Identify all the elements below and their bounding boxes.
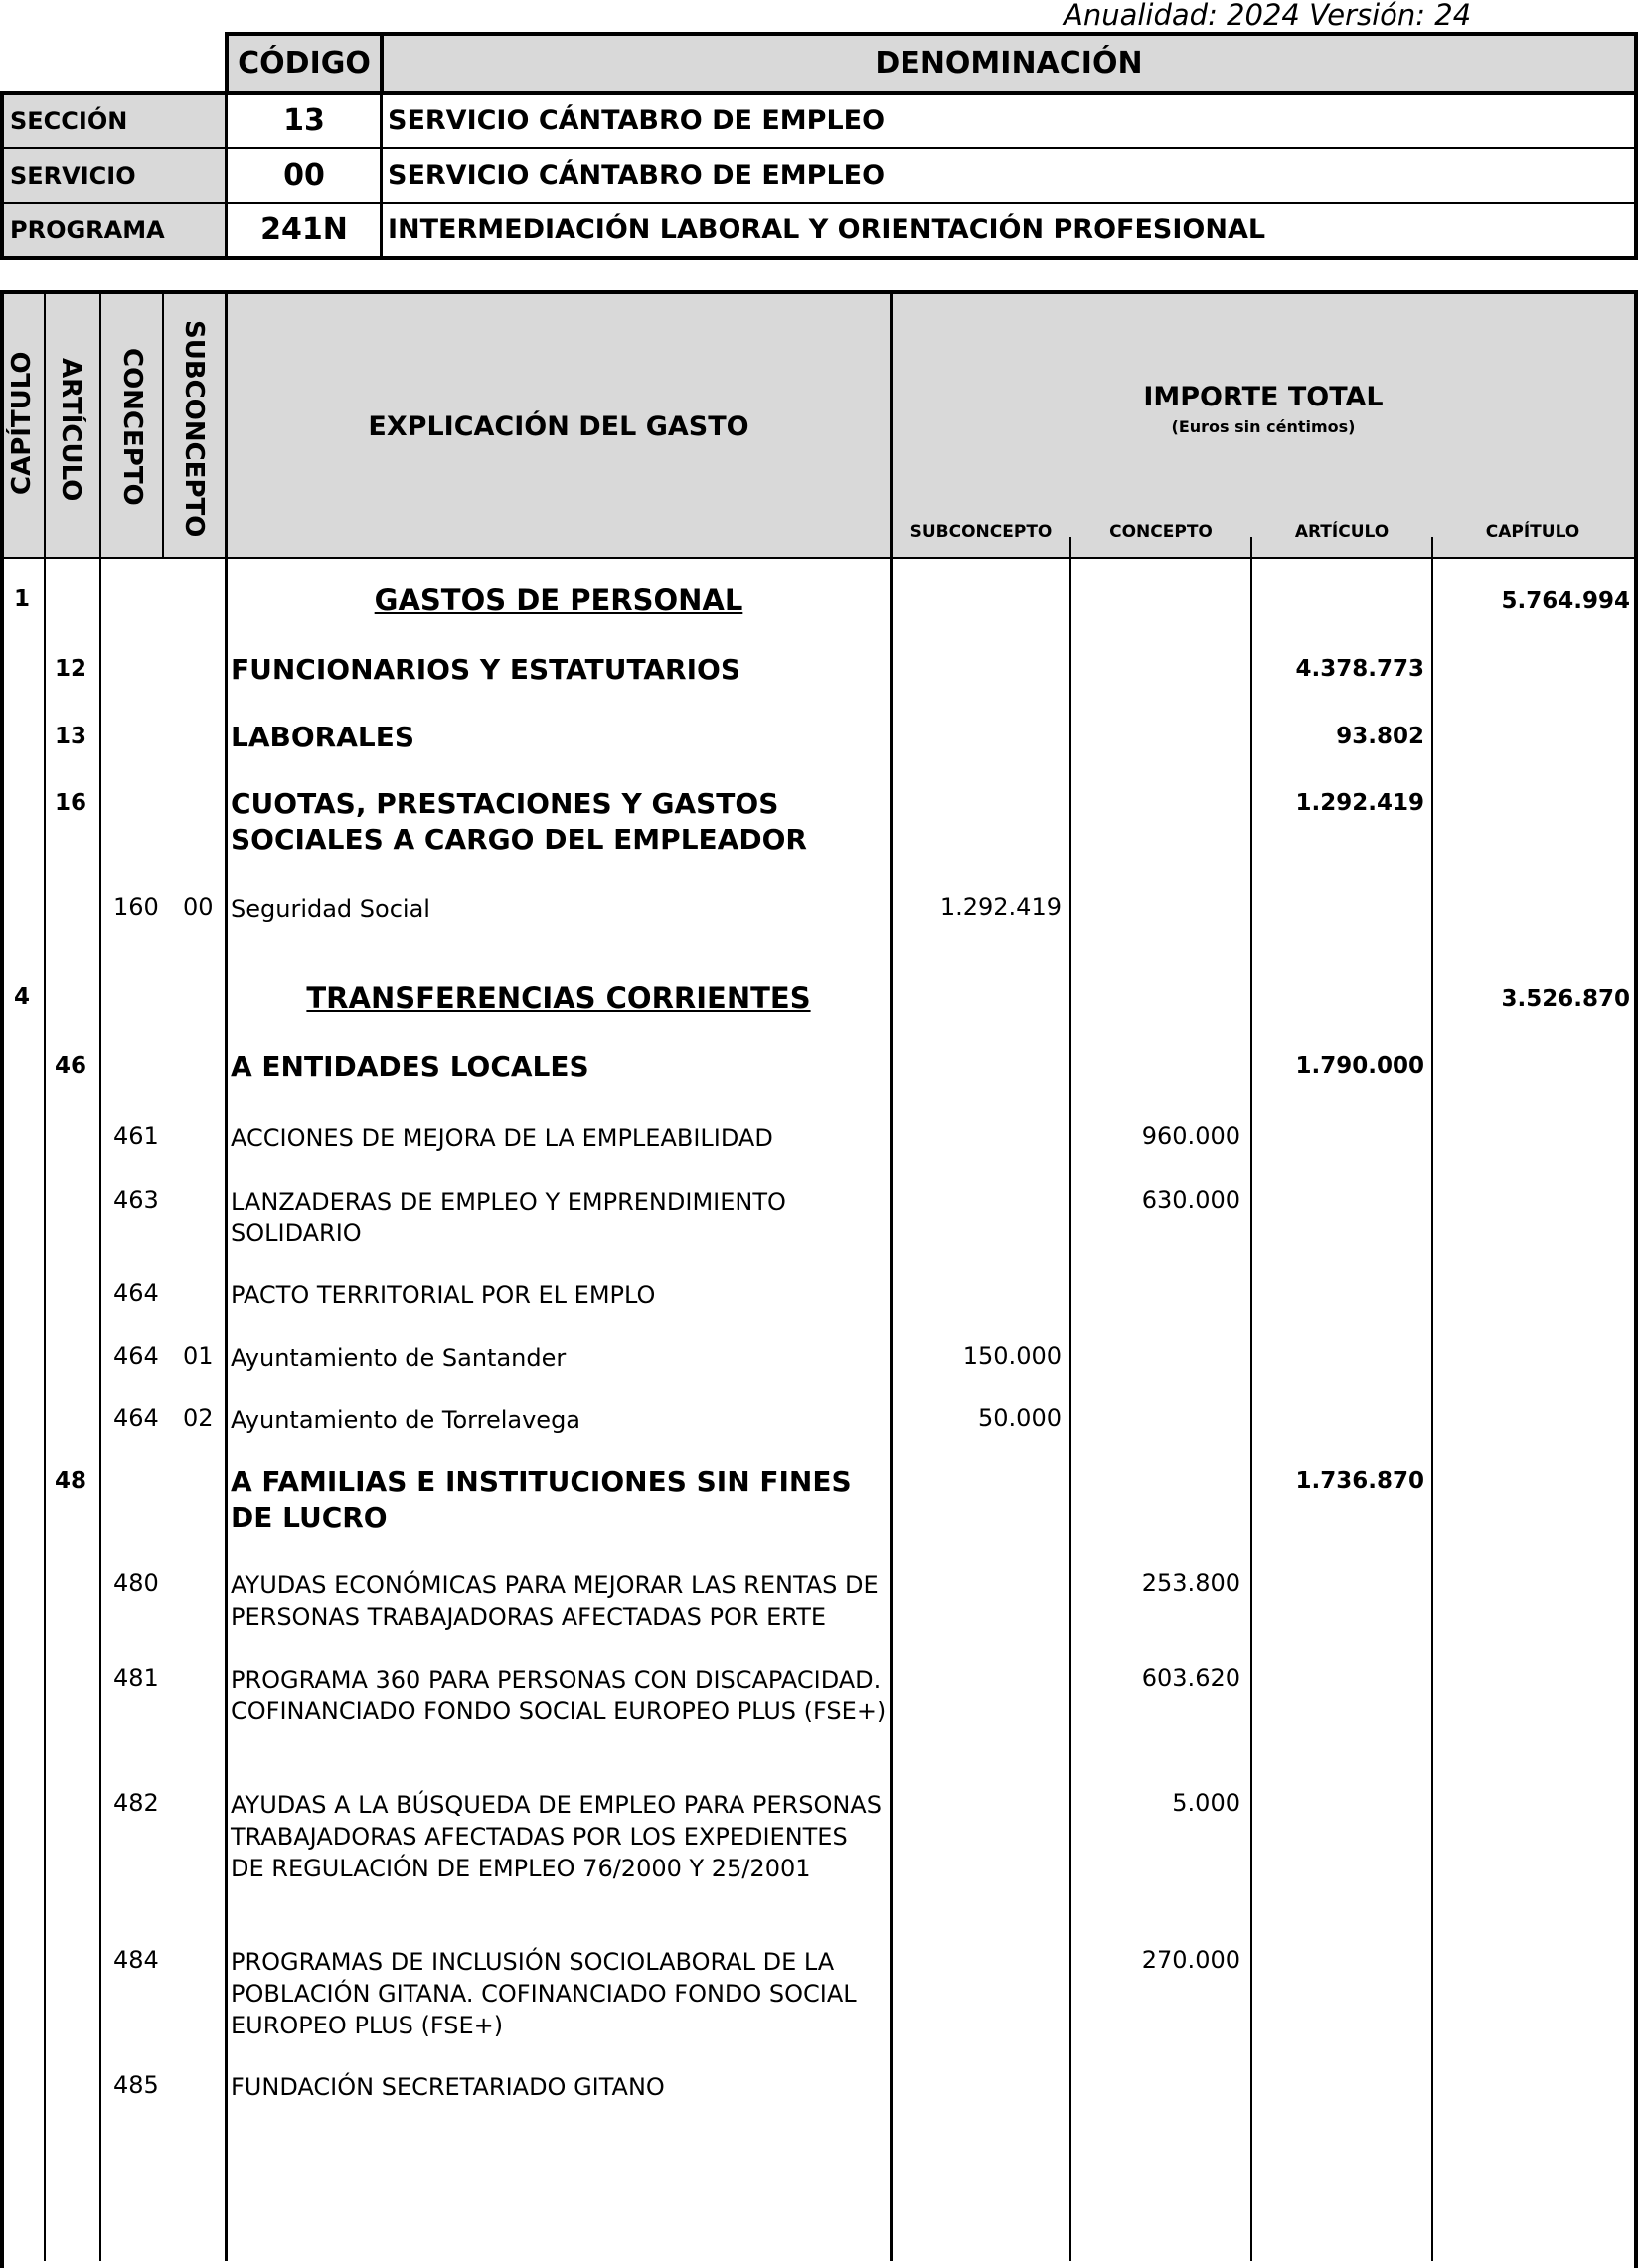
servicio-name: SERVICIO CÁNTABRO DE EMPLEO bbox=[388, 160, 886, 191]
anualidad-version: Anualidad: 2024 Versión: 24 bbox=[1064, 0, 1472, 32]
concepto-code: 484 bbox=[113, 1946, 159, 1974]
amount-subconcepto: 50.000 bbox=[978, 1404, 1062, 1432]
col-capitulo-header: CAPÍTULO bbox=[1485, 522, 1580, 542]
programa-label: PROGRAMA bbox=[10, 216, 165, 243]
articulo-code: 16 bbox=[55, 790, 87, 816]
capitulo-code: 4 bbox=[14, 984, 31, 1010]
concepto-code: 464 bbox=[113, 1404, 159, 1432]
expense-description: A ENTIDADES LOCALES bbox=[231, 1051, 589, 1083]
expense-description: PROGRAMAS DE INCLUSIÓN SOCIOLABORAL DE LA POBLACIÓN GITANA. COFINANCIADO FONDO SOCIAL EUROPEO PLUS (FSE+) bbox=[231, 1948, 857, 2039]
amount-capitulo: 5.764.994 bbox=[1501, 588, 1630, 614]
expense-description: Seguridad Social bbox=[231, 895, 430, 923]
amount-concepto: 603.620 bbox=[1141, 1664, 1240, 1692]
amount-capitulo: 3.526.870 bbox=[1501, 986, 1630, 1012]
capitulo-code: 1 bbox=[14, 586, 31, 612]
concepto-code: 485 bbox=[113, 2071, 159, 2099]
articulo-code: 48 bbox=[55, 1468, 87, 1494]
capitulo-column-header: CAPÍTULO bbox=[7, 351, 37, 495]
amount-articulo: 4.378.773 bbox=[1295, 656, 1424, 682]
concepto-code: 482 bbox=[113, 1789, 159, 1817]
amount-articulo: 93.802 bbox=[1336, 724, 1424, 749]
col-subconcepto-header: SUBCONCEPTO bbox=[909, 522, 1053, 542]
denominacion-title: DENOMINACIÓN bbox=[875, 46, 1143, 81]
amount-articulo: 1.736.870 bbox=[1295, 1468, 1424, 1494]
expense-description: CUOTAS, PRESTACIONES Y GASTOS SOCIALES A CARGO DEL EMPLEADOR bbox=[231, 787, 807, 856]
importe-note: (Euros sin céntimos) bbox=[1171, 417, 1356, 436]
amount-subconcepto: 1.292.419 bbox=[939, 893, 1062, 921]
articulo-code: 12 bbox=[55, 656, 87, 682]
expense-description: TRANSFERENCIAS CORRIENTES bbox=[306, 981, 811, 1015]
expense-description: A FAMILIAS E INSTITUCIONES SIN FINES DE LUCRO bbox=[231, 1465, 852, 1534]
programa-name: INTERMEDIACIÓN LABORAL Y ORIENTACIÓN PROFESIONAL bbox=[388, 214, 1266, 244]
articulo-code: 13 bbox=[55, 724, 87, 749]
codigo-title: CÓDIGO bbox=[238, 46, 371, 81]
concepto-code: 480 bbox=[113, 1569, 159, 1597]
amount-articulo: 1.292.419 bbox=[1295, 790, 1424, 816]
expense-description: AYUDAS ECONÓMICAS PARA MEJORAR LAS RENTAS DE PERSONAS TRABAJADORAS AFECTADAS POR ERTE bbox=[231, 1571, 879, 1631]
expense-description: Ayuntamiento de Torrelavega bbox=[231, 1406, 581, 1434]
expense-description: PROGRAMA 360 PARA PERSONAS CON DISCAPACIDAD. COFINANCIADO FONDO SOCIAL EUROPEO PLUS (FSE+) bbox=[231, 1666, 887, 1725]
amount-concepto: 5.000 bbox=[1172, 1789, 1240, 1817]
importe-total-header: IMPORTE TOTAL bbox=[1143, 382, 1384, 412]
expense-description: LANZADERAS DE EMPLEO Y EMPRENDIMIENTO SOLIDARIO bbox=[231, 1188, 786, 1247]
expense-description: GASTOS DE PERSONAL bbox=[374, 583, 743, 617]
concepto-column-header: CONCEPTO bbox=[117, 348, 147, 506]
concepto-code: 461 bbox=[113, 1122, 159, 1150]
servicio-label: SERVICIO bbox=[10, 162, 136, 190]
col-articulo-header: ARTÍCULO bbox=[1294, 522, 1390, 542]
amount-concepto: 960.000 bbox=[1141, 1122, 1240, 1150]
expense-description: FUNDACIÓN SECRETARIADO GITANO bbox=[231, 2073, 665, 2101]
amount-concepto: 630.000 bbox=[1141, 1186, 1240, 1214]
expense-description: LABORALES bbox=[231, 721, 415, 753]
concepto-code: 464 bbox=[113, 1279, 159, 1307]
expense-description: FUNCIONARIOS Y ESTATUTARIOS bbox=[231, 653, 740, 686]
expense-description: ACCIONES DE MEJORA DE LA EMPLEABILIDAD bbox=[231, 1124, 773, 1152]
articulo-code: 46 bbox=[55, 1053, 87, 1079]
concepto-code: 160 bbox=[113, 893, 159, 921]
amount-articulo: 1.790.000 bbox=[1295, 1053, 1424, 1079]
seccion-name: SERVICIO CÁNTABRO DE EMPLEO bbox=[388, 105, 886, 136]
amount-subconcepto: 150.000 bbox=[962, 1342, 1062, 1370]
concepto-code: 481 bbox=[113, 1664, 159, 1692]
amount-concepto: 253.800 bbox=[1141, 1569, 1240, 1597]
seccion-code: 13 bbox=[283, 103, 325, 138]
expense-description: PACTO TERRITORIAL POR EL EMPLO bbox=[231, 1281, 656, 1309]
seccion-label: SECCIÓN bbox=[10, 107, 128, 135]
explicacion-header: EXPLICACIÓN DEL GASTO bbox=[368, 411, 749, 442]
concepto-code: 464 bbox=[113, 1342, 159, 1370]
amount-concepto: 270.000 bbox=[1141, 1946, 1240, 1974]
expense-description: Ayuntamiento de Santander bbox=[231, 1344, 567, 1372]
servicio-code: 00 bbox=[283, 158, 325, 193]
subconcepto-column-header: SUBCONCEPTO bbox=[179, 320, 209, 538]
subconcepto-code: 00 bbox=[183, 893, 214, 921]
programa-code: 241N bbox=[260, 212, 348, 246]
col-concepto-header: CONCEPTO bbox=[1109, 522, 1213, 542]
articulo-column-header: ARTÍCULO bbox=[56, 358, 85, 502]
subconcepto-code: 01 bbox=[183, 1342, 214, 1370]
subconcepto-code: 02 bbox=[183, 1404, 214, 1432]
expense-description: AYUDAS A LA BÚSQUEDA DE EMPLEO PARA PERSONAS TRABAJADORAS AFECTADAS POR LOS EXPEDIENTES DE REGULACIÓN DE EMPLEO 76/2000 Y 25/2001 bbox=[231, 1791, 882, 1882]
concepto-code: 463 bbox=[113, 1186, 159, 1214]
